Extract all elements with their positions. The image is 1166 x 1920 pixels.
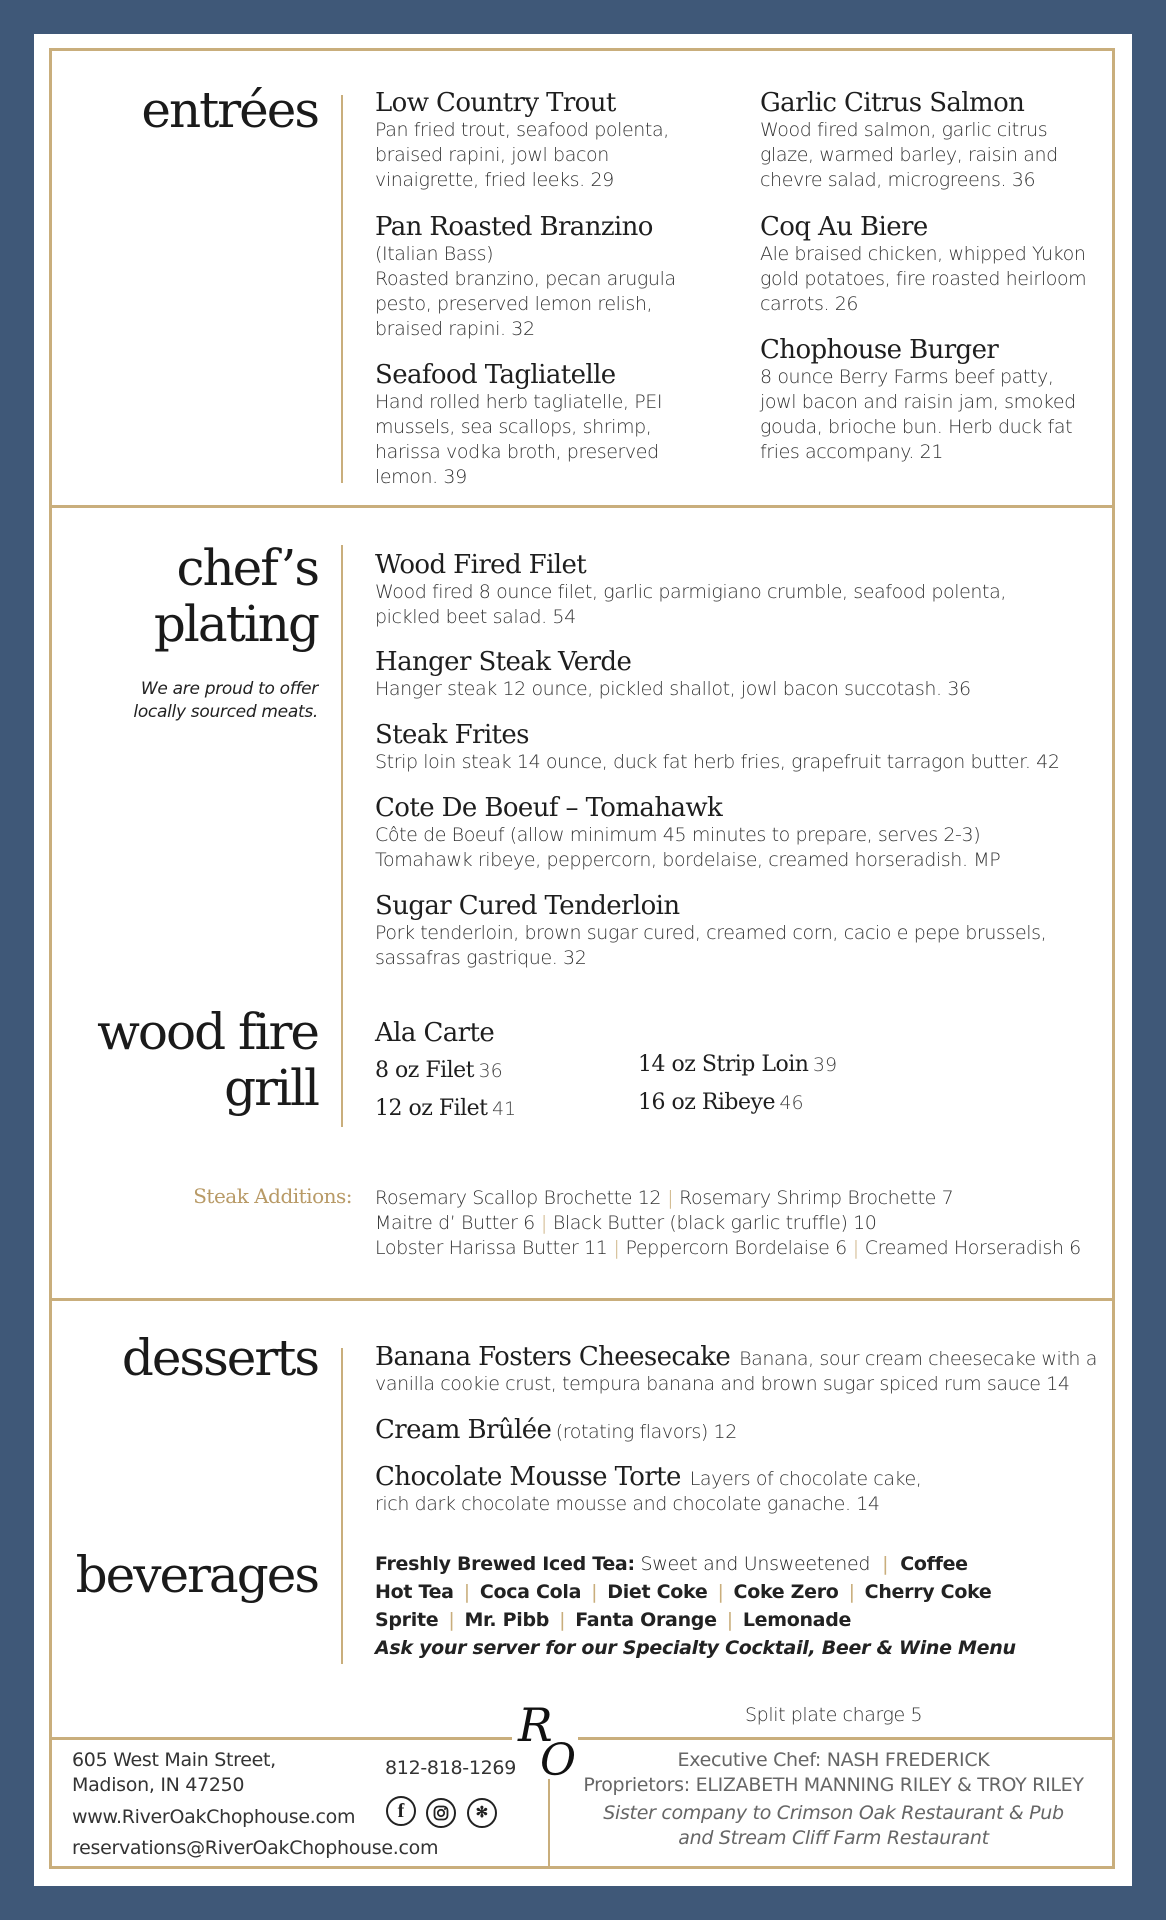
- proprietors: Proprietors: ELIZABETH MANNING RILEY & TROY RILEY: [583, 1774, 1084, 1796]
- separator: |: [591, 1581, 598, 1603]
- menu-item: [375, 1415, 1105, 1445]
- beverage-item: Hot Tea: [375, 1581, 454, 1603]
- beverage-item: Cherry Coke: [864, 1581, 992, 1603]
- item-desc: 8 ounce Berry Farms beef patty, jowl bacon and raisin jam, smoked gouda, brioche bun. Herb duck fat fries accompany. 21: [760, 366, 1076, 463]
- item-desc: Banana, sour cream cheesecake with a: [739, 1348, 1097, 1370]
- menu-item: [375, 88, 705, 193]
- instagram-icon[interactable]: [426, 1798, 456, 1828]
- menu-item: [375, 212, 705, 342]
- item-desc: Strip loin steak 14 ounce, duck fat herb fries, grapefruit tarragon butter. 42: [375, 751, 1060, 773]
- beverage-item: Mr. Pibb: [464, 1609, 550, 1631]
- steak-additions-list: [375, 1186, 1115, 1261]
- item-name: Low Country Trout: [375, 88, 616, 118]
- beverage-item: Diet Coke: [607, 1581, 708, 1603]
- entrees-rule: [341, 95, 343, 483]
- steak-additions-label: Steak Additions:: [193, 1184, 352, 1208]
- menu-item: [375, 891, 1095, 971]
- item-name: Garlic Citrus Salmon: [760, 88, 1025, 118]
- separator: |: [726, 1609, 733, 1631]
- address-line: Madison, IN 47250: [72, 1774, 245, 1796]
- ala-carte-item: [375, 1058, 503, 1083]
- item-name: Steak Frites: [375, 720, 529, 750]
- beverage-desc: Sweet and Unsweetened: [640, 1553, 871, 1575]
- separator: |: [717, 1581, 724, 1603]
- title-line: wood fire: [97, 1003, 318, 1061]
- beverage-item: Coca Cola: [479, 1581, 582, 1603]
- menu-item: [375, 360, 705, 490]
- menu-item: [760, 212, 1090, 317]
- section-title-chefs-plating: [154, 540, 318, 652]
- separator: |: [848, 1581, 855, 1603]
- item-desc: Ale braised chicken, whipped Yukon gold potatoes, fire roasted heirloom carrots. 26: [760, 243, 1087, 315]
- separator: |: [559, 1609, 566, 1631]
- beverage-row: [375, 1606, 1115, 1634]
- email-link[interactable]: reservations@RiverOakChophouse.com: [72, 1837, 439, 1859]
- item-desc: Pork tenderloin, brown sugar cured, creamed corn, cacio e pepe brussels, sassafras gastrique. 32: [375, 922, 1047, 969]
- separator: |: [613, 1237, 620, 1259]
- item-desc: Côte de Boeuf (allow minimum 45 minutes to prepare, serves 2-3) Tomahawk ribeye, peppercorn, bordelaise, creamed horseradish. MP: [375, 824, 1001, 871]
- desserts-rule: [341, 1348, 343, 1664]
- item-name: Cote De Boeuf – Tomahawk: [375, 793, 723, 823]
- addition-item: Lobster Harissa Butter 11: [375, 1237, 608, 1259]
- ala-carte-item: [638, 1090, 804, 1115]
- item-name: Sugar Cured Tenderloin: [375, 891, 680, 921]
- item-name: Hanger Steak Verde: [375, 647, 632, 677]
- menu-item: [375, 647, 1075, 702]
- ala-carte-name: 16 oz Ribeye: [638, 1090, 775, 1115]
- section-title-entrees: entrées: [141, 81, 318, 139]
- beverage-row: [375, 1550, 1115, 1578]
- beverage-item: Lemonade: [742, 1609, 852, 1631]
- addition-item: Rosemary Shrimp Brochette 7: [679, 1187, 954, 1209]
- addition-item: Peppercorn Bordelaise 6: [625, 1237, 847, 1259]
- section-title-wood-fire-grill: [97, 1004, 318, 1116]
- ala-carte-item: [638, 1052, 837, 1077]
- menu-item: [375, 793, 1035, 873]
- beverage-note: Ask your server for our Specialty Cocktail, Beer & Wine Menu: [375, 1637, 1016, 1659]
- additions-line: [375, 1236, 1115, 1261]
- divider-entrees: [49, 505, 1115, 508]
- menu-item: [760, 88, 1090, 193]
- item-name: Chophouse Burger: [760, 335, 999, 365]
- address: [72, 1748, 276, 1798]
- executive-chef: Executive Chef: NASH FREDERICK: [677, 1749, 990, 1771]
- section-title-desserts: desserts: [121, 1329, 318, 1387]
- beverage-item: Coke Zero: [733, 1581, 839, 1603]
- ala-carte-name: 8 oz Filet: [375, 1058, 475, 1083]
- separator: |: [448, 1609, 455, 1631]
- address-line: 605 West Main Street,: [72, 1749, 276, 1771]
- ala-carte-price: 39: [812, 1054, 838, 1076]
- item-name: Pan Roasted Branzino: [375, 212, 653, 242]
- menu-item: [375, 1462, 1105, 1517]
- separator: |: [540, 1212, 547, 1234]
- additions-line: [375, 1186, 1115, 1211]
- beverage-row: [375, 1578, 1115, 1606]
- ala-carte-price: 36: [478, 1060, 503, 1082]
- chefs-note: [133, 678, 318, 724]
- item-desc: Layers of chocolate cake,: [689, 1468, 922, 1490]
- separator: |: [667, 1187, 674, 1209]
- item-name: Wood Fired Filet: [375, 550, 587, 580]
- beverage-item: Fanta Orange: [575, 1609, 717, 1631]
- item-desc: (rotating flavors) 12: [555, 1421, 737, 1443]
- ala-carte-item: [375, 1096, 516, 1121]
- website-link[interactable]: www.RiverOakChophouse.com: [72, 1806, 356, 1828]
- menu-item: [375, 1342, 1105, 1397]
- facebook-icon[interactable]: f: [386, 1796, 416, 1826]
- item-desc: Hanger steak 12 ounce, pickled shallot, jowl bacon succotash. 36: [375, 678, 971, 700]
- item-desc: Wood fired 8 ounce filet, garlic parmigiano crumble, seafood polenta, pickled beet salad. 54: [375, 581, 1006, 628]
- item-desc: (Italian Bass) Roasted branzino, pecan arugula pesto, preserved lemon relish, braised rapini. 32: [375, 243, 676, 340]
- beverage-item: Sprite: [375, 1609, 439, 1631]
- menu-item: [375, 720, 1095, 775]
- ala-carte-title: Ala Carte: [375, 1018, 495, 1048]
- item-desc: Pan fried trout, seafood polenta, braised rapini, jowl bacon vinaigrette, fried leeks. 29: [375, 119, 669, 191]
- divider-grill: [49, 1298, 1115, 1301]
- split-plate-charge: Split plate charge 5: [745, 1704, 923, 1726]
- sister-company: and Stream Cliff Farm Restaurant: [678, 1827, 989, 1849]
- footer-credits: [552, 1748, 1115, 1851]
- item-desc: Wood fired salmon, garlic citrus glaze, warmed barley, raisin and chevre salad, microgreens. 36: [760, 119, 1058, 191]
- item-desc-cont: rich dark chocolate mousse and chocolate ganache. 14: [375, 1493, 880, 1515]
- divider-footer: [49, 1737, 1115, 1740]
- addition-item: Rosemary Scallop Brochette 12: [375, 1187, 662, 1209]
- item-desc: Hand rolled herb tagliatelle, PEI mussels, sea scallops, shrimp, harissa vodka broth, preserved lemon. 39: [375, 391, 663, 488]
- ala-carte-name: 14 oz Strip Loin: [638, 1052, 809, 1077]
- phone-number[interactable]: 812-818-1269: [385, 1757, 516, 1779]
- beverage-item: Freshly Brewed Iced Tea:: [375, 1553, 635, 1575]
- section-title-beverages: beverages: [75, 1546, 318, 1604]
- yelp-icon[interactable]: ✻: [467, 1798, 497, 1828]
- item-name: Seafood Tagliatelle: [375, 360, 616, 390]
- note-line: We are proud to offer: [140, 679, 318, 699]
- menu-item: [375, 550, 1075, 630]
- note-line: locally sourced meats.: [133, 702, 318, 722]
- addition-item: Maitre d’ Butter 6: [375, 1212, 535, 1234]
- ala-carte-name: 12 oz Filet: [375, 1096, 488, 1121]
- additions-line: [375, 1211, 1115, 1236]
- ala-carte-price: 46: [779, 1092, 804, 1114]
- separator: |: [882, 1553, 889, 1575]
- addition-item: Black Butter (black garlic truffle) 10: [552, 1212, 877, 1234]
- item-name: Cream Brûlée: [375, 1415, 552, 1445]
- item-name: Chocolate Mousse Torte: [375, 1462, 681, 1492]
- item-desc-cont: vanilla cookie crust, tempura banana and brown sugar spiced rum sauce 14: [375, 1373, 1070, 1395]
- item-name: Coq Au Biere: [760, 212, 928, 242]
- item-name: Banana Fosters Cheesecake: [375, 1342, 731, 1372]
- sister-company: Sister company to Crimson Oak Restaurant & Pub: [603, 1802, 1064, 1824]
- svg-text:R: R: [518, 1698, 553, 1752]
- separator: |: [463, 1581, 470, 1603]
- title-line: chef’s: [176, 539, 318, 597]
- title-line: grill: [224, 1059, 318, 1117]
- svg-text:O: O: [540, 1735, 577, 1779]
- addition-item: Creamed Horseradish 6: [864, 1237, 1081, 1259]
- beverage-list: [375, 1550, 1115, 1662]
- plating-rule: [341, 545, 343, 1127]
- title-line: plating: [153, 595, 318, 653]
- ala-carte-price: 41: [491, 1098, 517, 1120]
- menu-item: [760, 335, 1090, 465]
- social-links: [386, 1796, 503, 1828]
- beverage-item: Coffee: [900, 1553, 968, 1575]
- separator: |: [852, 1237, 859, 1259]
